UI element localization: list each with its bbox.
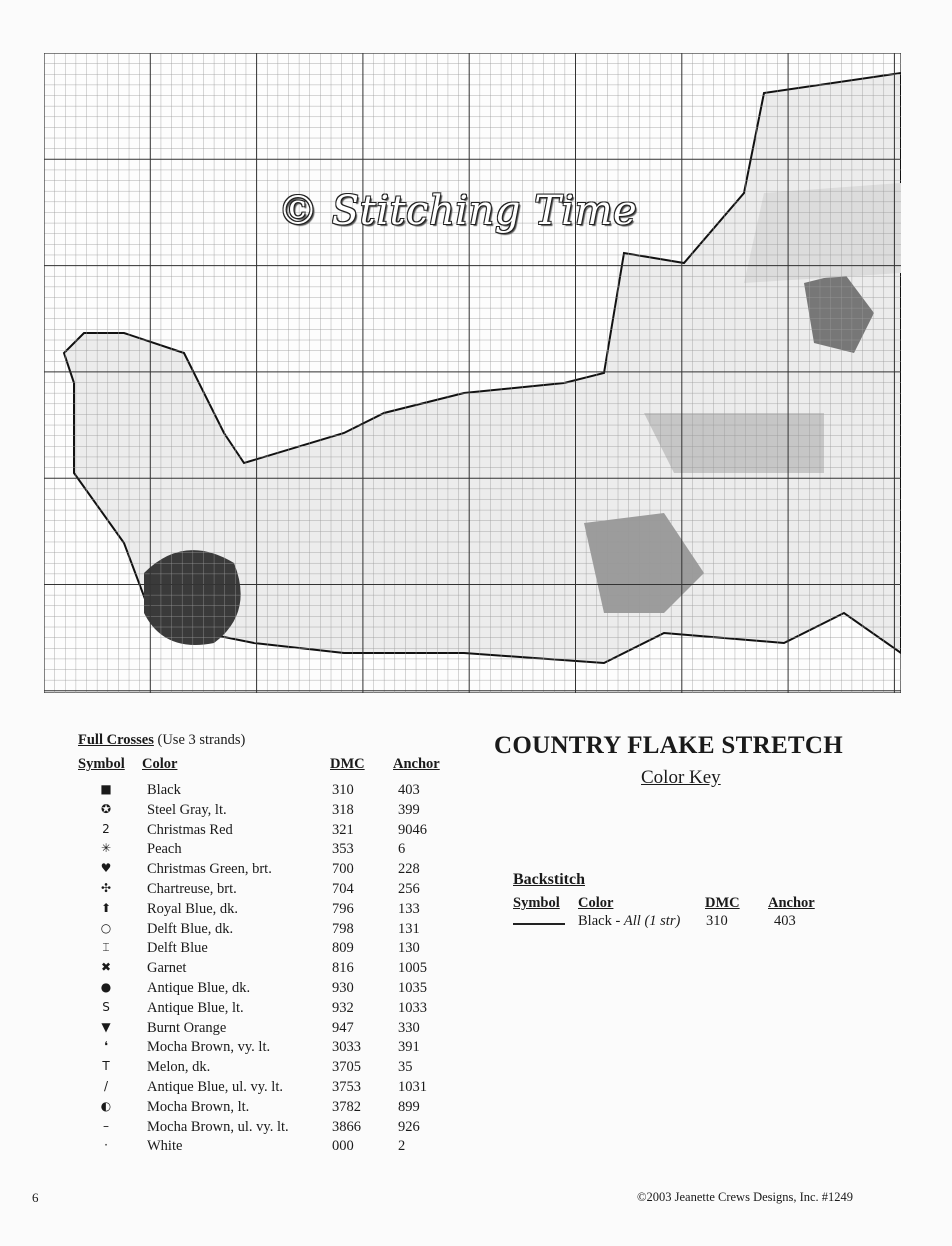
col-symbol: Symbol — [78, 756, 125, 772]
key-row — [78, 1079, 458, 1099]
backstitch-heading: Backstitch — [513, 871, 585, 888]
key-color: Delft Blue, dk. — [147, 920, 234, 937]
key-dmc: 947 — [332, 1019, 354, 1036]
key-color: Black — [147, 782, 181, 798]
key-dmc: 798 — [332, 920, 354, 937]
symbol-icon: ✖ — [100, 960, 112, 975]
key-dmc: 796 — [332, 900, 354, 917]
symbol-icon: ⬆ — [100, 900, 112, 915]
key-anchor: 35 — [398, 1059, 413, 1076]
bs-color: Black - All (1 str) — [578, 913, 681, 929]
key-dmc: 809 — [332, 940, 354, 957]
symbol-icon: · — [104, 1138, 108, 1153]
symbol-icon: ○ — [100, 920, 112, 935]
key-row — [78, 1138, 458, 1158]
key-anchor: 9046 — [398, 821, 427, 838]
symbol-icon: ▼ — [101, 1019, 111, 1034]
key-dmc: 318 — [332, 801, 354, 818]
key-rows — [78, 782, 458, 1158]
key-dmc: 3866 — [332, 1118, 361, 1135]
key-color: Peach — [147, 841, 182, 858]
key-dmc: 3705 — [332, 1059, 361, 1076]
symbol-icon: T — [102, 1059, 110, 1074]
key-anchor: 6 — [398, 841, 406, 858]
key-color: Steel Gray, lt. — [147, 801, 227, 818]
key-color: Chartreuse, brt. — [147, 880, 237, 897]
key-row — [78, 960, 458, 980]
mocha-region — [744, 183, 901, 283]
key-dmc: 000 — [332, 1138, 354, 1155]
symbol-icon: ■ — [100, 782, 112, 796]
key-row — [78, 940, 458, 960]
key-color: Royal Blue, dk. — [147, 900, 239, 917]
bs-dmc: 310 — [706, 913, 728, 929]
page-subtitle: Color Key — [641, 767, 721, 788]
key-dmc: 816 — [332, 960, 354, 977]
full-crosses-heading: Full Crosses (Use 3 strands) — [78, 732, 246, 748]
key-dmc: 321 — [332, 821, 354, 838]
key-anchor: 899 — [398, 1098, 420, 1115]
symbol-icon: – — [103, 1118, 109, 1133]
key-row — [78, 1119, 458, 1139]
page-number: 6 — [32, 1190, 39, 1205]
key-anchor: 1035 — [398, 979, 427, 996]
key-row — [78, 921, 458, 941]
backstitch-line-icon — [513, 923, 565, 925]
key-color: Antique Blue, lt. — [147, 999, 244, 1016]
col-anchor: Anchor — [393, 756, 440, 772]
key-row — [78, 1039, 458, 1059]
symbol-icon: ✳ — [100, 841, 112, 856]
key-dmc: 3782 — [332, 1098, 361, 1115]
key-dmc: 353 — [332, 841, 354, 858]
strands-note: (Use 3 strands) — [157, 732, 246, 748]
key-anchor: 391 — [398, 1039, 420, 1056]
symbol-icon: ❛ — [104, 1039, 108, 1054]
key-anchor: 403 — [398, 782, 420, 798]
key-color: Mocha Brown, lt. — [147, 1098, 250, 1115]
key-color: White — [147, 1138, 183, 1155]
backstitch-key — [513, 871, 843, 941]
symbol-icon: / — [103, 1078, 109, 1093]
key-row — [78, 841, 458, 861]
symbol-icon: ✣ — [100, 880, 112, 895]
key-row — [78, 881, 458, 901]
key-anchor: 1005 — [398, 960, 427, 977]
key-dmc: 310 — [332, 782, 354, 798]
key-row — [78, 980, 458, 1000]
key-anchor: 330 — [398, 1019, 420, 1036]
col-dmc: DMC — [330, 756, 365, 772]
key-row — [78, 1000, 458, 1020]
key-color: Antique Blue, dk. — [147, 979, 251, 996]
symbol-icon: S — [102, 999, 110, 1014]
bs-col-symbol: Symbol — [513, 895, 560, 911]
key-row — [78, 802, 458, 822]
key-color: Mocha Brown, vy. lt. — [147, 1039, 271, 1056]
key-color: Mocha Brown, ul. vy. lt. — [147, 1118, 289, 1135]
key-color: Christmas Red — [147, 821, 233, 838]
key-anchor: 1033 — [398, 999, 427, 1016]
key-dmc: 700 — [332, 861, 354, 878]
bs-col-anchor: Anchor — [768, 895, 815, 911]
key-anchor: 256 — [398, 880, 420, 897]
key-row — [78, 901, 458, 921]
key-column-headers — [78, 756, 458, 774]
key-anchor: 399 — [398, 801, 420, 818]
key-anchor: 130 — [398, 940, 420, 957]
symbol-icon: ⌶ — [102, 940, 110, 955]
key-anchor: 228 — [398, 861, 420, 878]
cross-stitch-chart — [44, 53, 901, 693]
full-crosses-key — [78, 732, 458, 1155]
key-color: Christmas Green, brt. — [147, 861, 272, 878]
bs-col-dmc: DMC — [705, 895, 740, 911]
key-color: Burnt Orange — [147, 1019, 227, 1036]
key-row — [78, 1020, 458, 1040]
symbol-icon: 2 — [102, 821, 110, 836]
key-anchor: 1031 — [398, 1078, 427, 1095]
key-color: Antique Blue, ul. vy. lt. — [147, 1078, 283, 1095]
key-anchor: 926 — [398, 1118, 420, 1135]
key-dmc: 932 — [332, 999, 354, 1016]
key-dmc: 3753 — [332, 1078, 361, 1095]
key-color: Melon, dk. — [147, 1059, 211, 1076]
key-anchor: 131 — [398, 920, 420, 937]
symbol-icon: ✪ — [100, 801, 112, 816]
key-anchor: 2 — [398, 1138, 406, 1155]
key-color: Delft Blue — [147, 940, 208, 957]
symbol-icon: ● — [100, 979, 112, 994]
col-color: Color — [142, 756, 178, 772]
symbol-icon: ♥ — [100, 861, 112, 876]
key-anchor: 133 — [398, 900, 420, 917]
key-dmc: 930 — [332, 979, 354, 996]
key-dmc: 704 — [332, 880, 354, 897]
key-row — [78, 1099, 458, 1119]
key-row — [78, 822, 458, 842]
symbol-icon: ◐ — [100, 1098, 112, 1113]
key-color: Garnet — [147, 960, 187, 977]
key-row — [78, 861, 458, 881]
watermark: © Stitching Time — [278, 188, 638, 234]
key-dmc: 3033 — [332, 1039, 361, 1056]
key-row — [78, 782, 458, 802]
key-row — [78, 1059, 458, 1079]
copyright: ©2003 Jeanette Crews Designs, Inc. #1249 — [637, 1190, 854, 1204]
bs-anchor: 403 — [774, 913, 796, 929]
black-fill-region — [144, 550, 241, 645]
page-title: COUNTRY FLAKE STRETCH — [494, 732, 843, 759]
bs-col-color: Color — [578, 895, 614, 911]
